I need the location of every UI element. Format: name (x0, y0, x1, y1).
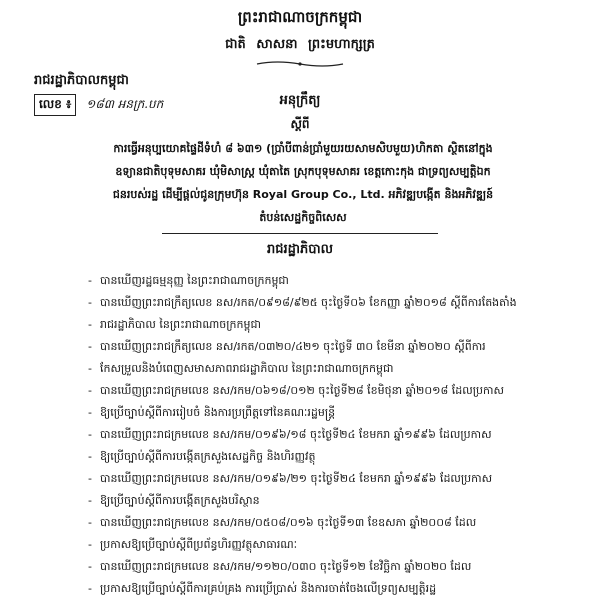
document-type: អនុក្រឹត្យ (279, 93, 321, 108)
list-item: - ប្រកាសឱ្យប្រើច្បាប់ស្តីពីប្រព័ន្ធហិរញ្ញវត្ថុសាធារណៈ (88, 534, 544, 556)
subject-line: តំបន់សេដ្ឋកិច្ចពិសេស (259, 211, 347, 224)
list-item: - បានឃើញព្រះរាជក្រឹត្យលេខ នស/រកត/០៩១៨/៩២៥ ចុះថ្ងៃទី០៦ ខែកញ្ញា ឆ្នាំ២០១៨ ស្តីពីការតែងតាំង (88, 292, 544, 314)
about-label: ស្តីពី (290, 117, 310, 131)
subject-line: ការធ្វើអនុប្បយោគផ្ទៃដីទំហំ ៨ ៦៣១ (ប្រាំបីពាន់ប្រាំមួយរយសាមសិបមួយ)ហិកតា ស្ថិតនៅក្នុង (113, 142, 493, 155)
list-item: - បានឃើញព្រះរាជក្រឹត្យលេខ នស/រកត/០៣២០/៤២១ ចុះថ្ងៃទី ៣០ ខែមីនា ឆ្នាំ២០២០ ស្តីពីការ (88, 336, 544, 358)
subject-line: ជនរបស់រដ្ឋ ដើម្បីផ្តល់ជូនក្រុមហ៊ុន Royal Group Co., Ltd. អភិវឌ្ឍបង្កើត និងអភិវឌ្ឍន៍ (112, 188, 494, 201)
list-item: - បានឃើញព្រះរាជក្រមលេខ នស/រកម/០១៩៦/២១ ចុះថ្ងៃទី២៤ ខែមករា ឆ្នាំ១៩៩៦ ដែលប្រកាស (88, 468, 544, 490)
section-heading: រាជរដ្ឋាភិបាល (266, 242, 333, 257)
list-item: - រាជរដ្ឋាភិបាល នៃព្រះរាជាណាចក្រកម្ពុជា (88, 314, 544, 336)
number-label: លេខ ៖ (34, 94, 76, 116)
list-item: - ឱ្យប្រើច្បាប់ស្តីពីការបង្កើតក្រសួងសេដ្ឋកិច្ច និងហិរញ្ញវត្ថុ (88, 446, 544, 468)
government-name: រាជរដ្ឋាភិបាលកម្ពុជា (34, 73, 129, 88)
recitals-list (88, 270, 544, 600)
ornament-divider-icon (255, 60, 345, 68)
list-item: - ឱ្យប្រើច្បាប់ស្តីពីការរៀបចំ និងការប្រព្រឹត្តទៅនៃគណៈរដ្ឋមន្ត្រី (88, 402, 544, 424)
list-item: - កែសម្រួលនិងបំពេញសមាសភាពរាជរដ្ឋាភិបាល នៃព្រះរាជាណាចក្រកម្ពុជា (88, 358, 544, 380)
list-item: - ប្រកាសឱ្យប្រើច្បាប់ស្តីពីការគ្រប់គ្រង ការប្រើប្រាស់ និងការចាត់ចែងលើទ្រព្យសម្បត្តិរដ្ឋ (88, 578, 544, 600)
list-item: - បានឃើញព្រះរាជក្រមលេខ នស/រកម/០៦១៨/០១២ ចុះថ្ងៃទី២៨ ខែមិថុនា ឆ្នាំ២០១៨ ដែលប្រកាស (88, 380, 544, 402)
kingdom-heading: ព្រះរាជាណាចក្រកម្ពុជា (237, 8, 363, 26)
list-item: - ឱ្យប្រើច្បាប់ស្តីពីការបង្កើតក្រសួងបរិស្ថាន (88, 490, 544, 512)
subject-line: ឧទ្យានជាតិបុទុមសាគរ ឃុំមិសាស្ត្រ ឃុំតាតៃ ស្រុកបុទុមសាគរ ខេត្តកោះកុង ជាទ្រព្យសម្បត្តិឯក (115, 165, 491, 178)
national-motto: ជាតិ សាសនា ព្រះមហាក្សត្រ (225, 37, 375, 52)
decree-subject (78, 137, 528, 229)
section-divider (162, 233, 438, 234)
list-item: - បានឃើញព្រះរាជក្រមលេខ នស/រកម/០៥០៨/០១៦ ចុះថ្ងៃទី១៣ ខែឧសភា ឆ្នាំ២០០៨ ដែល (88, 512, 544, 534)
number-value: ១៨៣ អនក្រ.បក (86, 97, 164, 111)
list-item: - បានឃើញរដ្ឋធម្មនុញ្ញ នៃព្រះរាជាណាចក្រកម្ពុជា (88, 270, 544, 292)
list-item: - បានឃើញព្រះរាជក្រមលេខ នស/រកម/០១៩៦/១៨ ចុះថ្ងៃទី២៤ ខែមករា ឆ្នាំ១៩៩៦ ដែលប្រកាស (88, 424, 544, 446)
list-item: - បានឃើញព្រះរាជក្រមលេខ នស/រកម/១១២០/០៣០ ចុះថ្ងៃទី១២ ខែវិច្ឆិកា ឆ្នាំ២០២០ ដែល (88, 556, 544, 578)
